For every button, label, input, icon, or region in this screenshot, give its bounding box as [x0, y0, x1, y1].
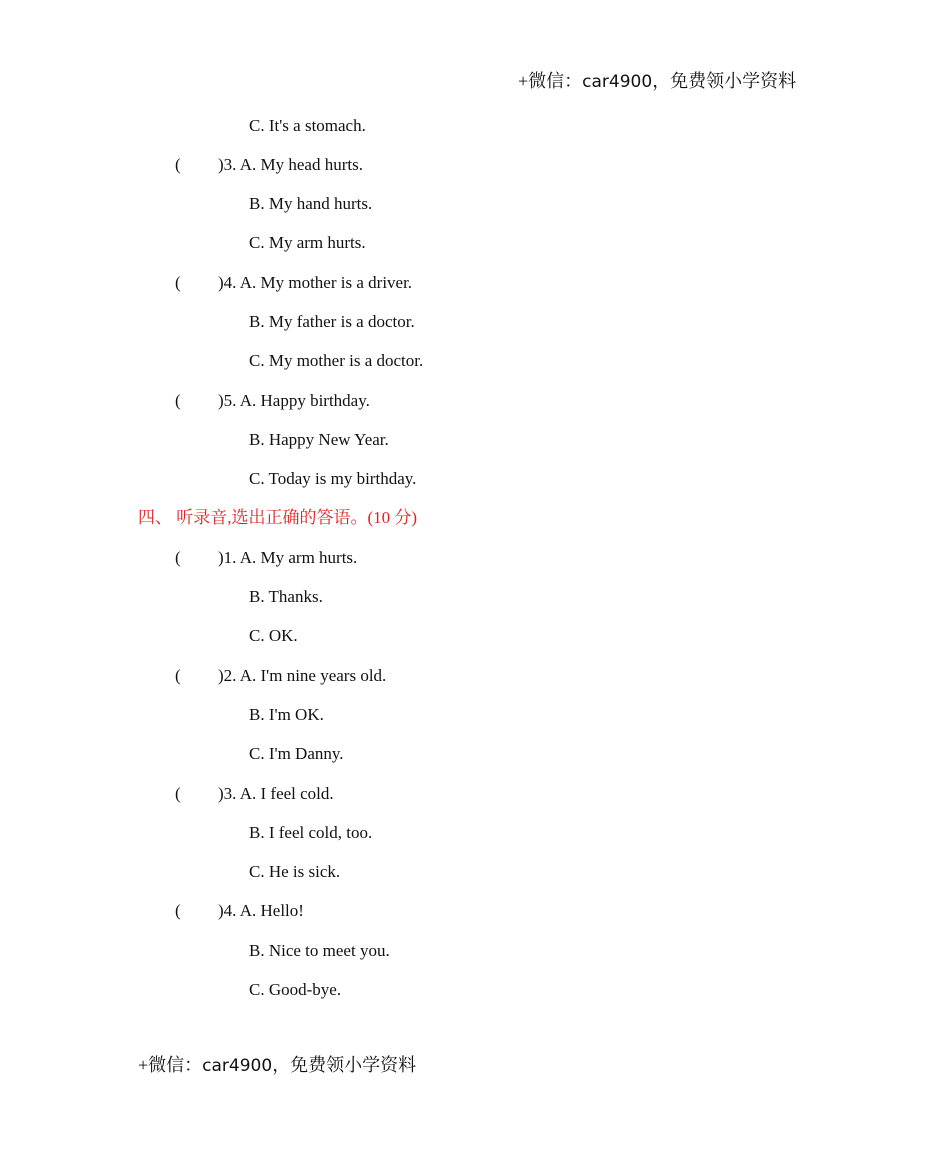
question-stem: )4. A. Hello!	[218, 901, 304, 920]
p3-q3-option-b: B. My hand hurts.	[249, 194, 373, 213]
p4-q1-option-b: B. Thanks.	[249, 587, 323, 606]
p3-q4-option-c: C. My mother is a doctor.	[249, 351, 424, 370]
p4-q3-option-b: B. I feel cold, too.	[249, 823, 373, 842]
p4-q4-option-b: B. Nice to meet you.	[249, 941, 390, 960]
watermark-account: car4900	[202, 1056, 273, 1076]
watermark-prefix: +微信：	[138, 1055, 203, 1075]
question-stem: )3. A. My head hurts.	[218, 155, 363, 174]
watermark-bottom	[138, 1054, 416, 1077]
question-stem: )4. A. My mother is a driver.	[218, 273, 413, 292]
answer-blank-open: (	[175, 391, 181, 410]
watermark-suffix: ，免费领小学资料	[272, 1055, 417, 1075]
answer-blank-open: (	[175, 155, 181, 174]
question-stem: )1. A. My arm hurts.	[218, 548, 358, 567]
answer-blank-open: (	[175, 901, 181, 920]
p4-q4-option-c: C. Good-bye.	[249, 980, 342, 999]
answer-blank-open: (	[175, 666, 181, 685]
p4-q2-option-b: B. I'm OK.	[249, 705, 324, 724]
watermark-suffix: ，免费领小学资料	[652, 71, 797, 91]
watermark-prefix: +微信：	[518, 71, 583, 91]
p3-q4-option-b: B. My father is a doctor.	[249, 312, 415, 331]
p3-q2-option-c: C. It's a stomach.	[249, 116, 366, 135]
answer-blank-open: (	[175, 784, 181, 803]
p4-q1-option-c: C. OK.	[249, 626, 298, 645]
answer-blank-open: (	[175, 273, 181, 292]
p4-q3-option-c: C. He is sick.	[249, 862, 341, 881]
watermark-top	[518, 70, 796, 93]
question-stem: )2. A. I'm nine years old.	[218, 666, 387, 685]
watermark-account: car4900	[582, 72, 653, 92]
p4-q2-option-c: C. I'm Danny.	[249, 744, 344, 763]
question-stem: )5. A. Happy birthday.	[218, 391, 370, 410]
p3-q3-option-c: C. My arm hurts.	[249, 233, 366, 252]
answer-blank-open: (	[175, 548, 181, 567]
section-heading-part-four: 四、 听录音,选出正确的答语。(10 分)	[138, 508, 418, 527]
p3-q5-option-c: C. Today is my birthday.	[249, 469, 417, 488]
p3-q5-option-b: B. Happy New Year.	[249, 430, 389, 449]
question-stem: )3. A. I feel cold.	[218, 784, 334, 803]
